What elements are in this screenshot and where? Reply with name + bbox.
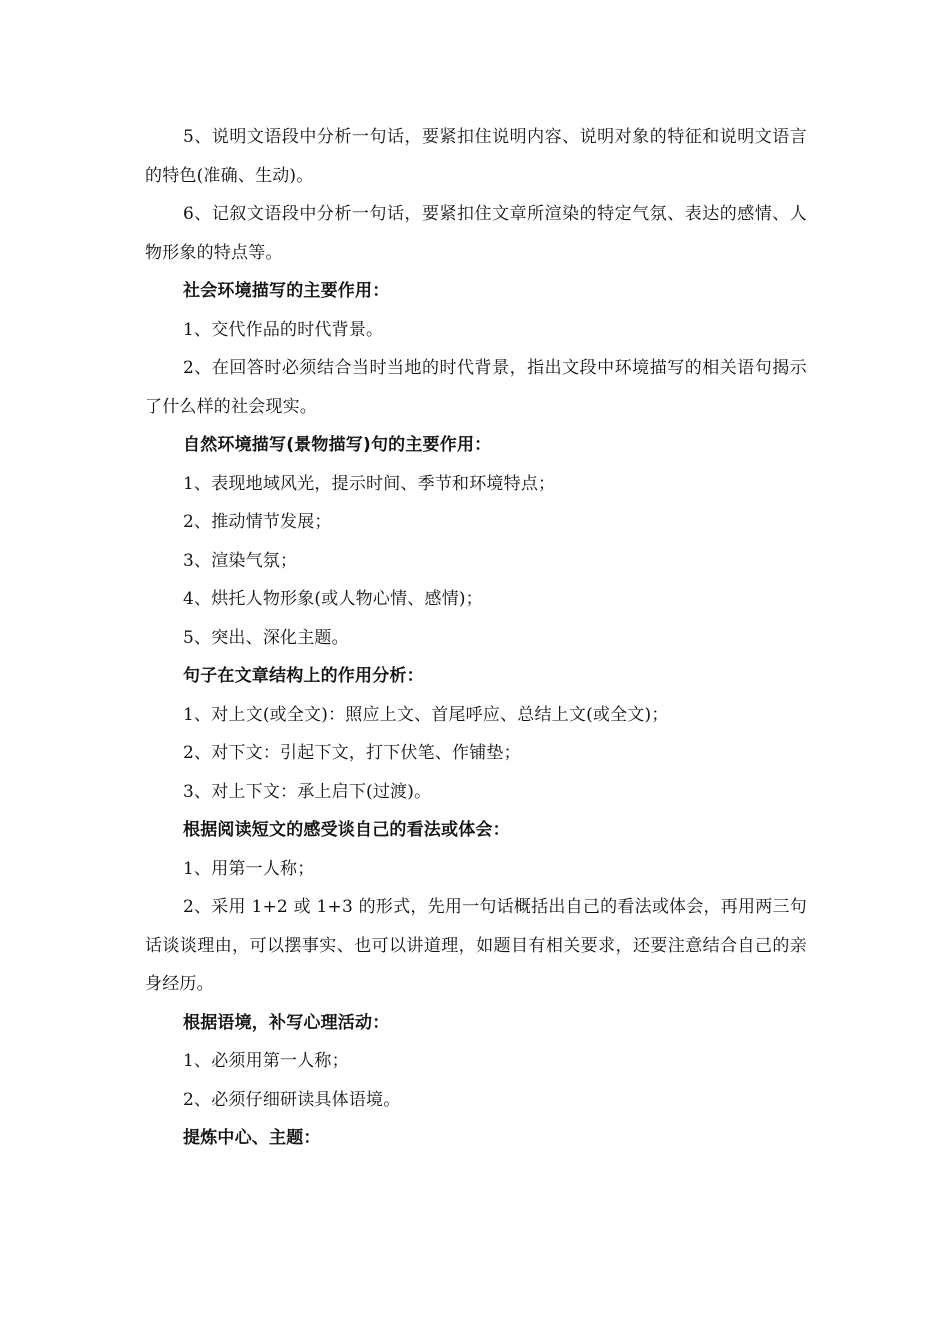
paragraph: 2、在回答时必须结合当时当地的时代背景，指出文段中环境描写的相关语句揭示了什么样的社会现实。	[145, 358, 807, 417]
paragraph: 1、必须用第一人称；	[183, 1051, 349, 1071]
paragraph: 2、必须仔细研读具体语境。	[183, 1089, 401, 1110]
section-heading: 根据语境，补写心理活动：	[183, 1012, 390, 1033]
paragraph: 2、采用 1+2 或 1+3 的形式，先用一句话概括出自己的看法或体会，再用两三句话谈谈理由，可以摆事实、也可以讲道理，如题目有相关要求，还要注意结合自己的亲身经历。	[145, 897, 807, 994]
paragraph: 5、说明文语段中分析一句话，要紧扣住说明内容、说明对象的特征和说明文语言的特色(准确、生动)。	[145, 127, 807, 186]
paragraph: 1、对上文(或全文)：照应上文、首尾呼应、总结上文(或全文)；	[183, 704, 669, 725]
paragraph: 1、表现地域风光，提示时间、季节和环境特点；	[183, 473, 556, 494]
section-heading: 提炼中心、主题：	[183, 1128, 321, 1148]
paragraph: 3、对上下文：承上启下(过渡)。	[183, 781, 432, 802]
section-heading: 句子在文章结构上的作用分析：	[183, 666, 424, 686]
paragraph: 4、烘托人物形象(或人物心情、感情)；	[183, 589, 483, 609]
section-heading: 根据阅读短文的感受谈自己的看法或体会：	[183, 820, 510, 840]
paragraph: 3、渲染气氛；	[183, 550, 298, 571]
paragraph: 6、记叙文语段中分析一句话，要紧扣住文章所渲染的特定气氛、表达的感情、人物形象的特点等。	[145, 204, 807, 263]
paragraph: 5、突出、深化主题。	[183, 627, 349, 648]
paragraph: 2、对下文：引起下文，打下伏笔、作铺垫；	[183, 743, 521, 763]
paragraph: 2、推动情节发展；	[183, 512, 332, 532]
section-heading: 自然环境描写(景物描写)句的主要作用：	[183, 435, 492, 455]
paragraph: 1、用第一人称；	[183, 858, 315, 879]
paragraph: 1、交代作品的时代背景。	[183, 319, 384, 340]
section-heading: 社会环境描写的主要作用：	[183, 281, 390, 301]
document-body	[145, 118, 807, 1158]
